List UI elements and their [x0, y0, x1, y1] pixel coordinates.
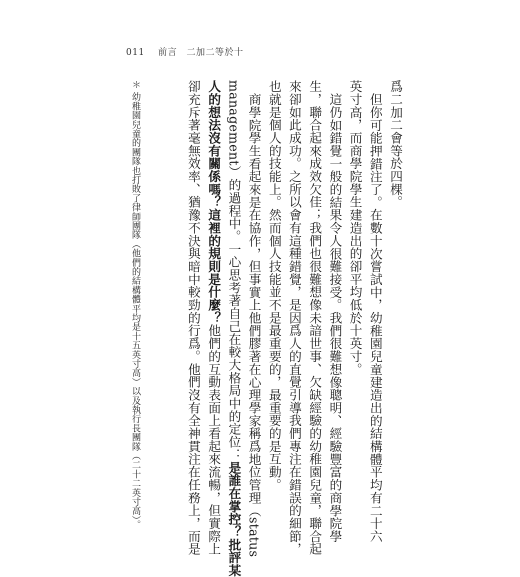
bold-text: 人的想法沒有關係嗎？這裡的規則是什麼？ [206, 80, 222, 325]
text-column: 這仍如錯覺一般的結果令人很難接受。我們很難想像聰明、經驗豐富的商學院學 [327, 92, 343, 543]
text-column: 來卻如此成功。之所以會有這種錯覺，是因爲人的直覺引導我們專注在錯誤的細節， [286, 80, 302, 556]
text-column: 卻充斥著毫無效率、猶豫不決與暗中較勁的行爲。他們沒有全神貫注在任務上，而是 [185, 80, 201, 556]
text-column: 英寸高，而商學院學生建造出的卻平均低於十英寸。 [347, 80, 363, 376]
body-text [180, 80, 405, 577]
bold-text: 是誰在掌控？批評某 [226, 461, 242, 577]
text-column: 也就是個人的技能上。然而個人技能並不是最重要的，最重要的是互動。 [266, 80, 282, 492]
text-column: 人的想法沒有關係嗎？這裡的規則是什麼？他們的互動表面上看起來流暢，但實際上 [206, 80, 222, 556]
text-column: 爲二加二會等於四棵。 [388, 80, 403, 209]
chapter-title: 二加二等於十 [186, 48, 244, 58]
text-column: 但你可能押錯注了。在數十次嘗試中，幼稚園兒童建造出的結構體平均有二十六 [367, 92, 383, 543]
running-header [126, 45, 243, 58]
footnote: ＊ 幼稚園兒童的團隊也打敗了律師團隊（他們的結構體平均是十五英寸高）以及執行長團隊（二十二英寸高）。 [130, 80, 140, 530]
section-label: 前言 [158, 48, 178, 58]
text-column: 生，聯合起來成效欠佳；我們也很難想像未諳世事、欠缺經驗的幼稚園兒童，聯合起 [307, 80, 323, 556]
text-column: 商學院學生看起來是在協作，但事實上他們膠著在心理學家稱爲地位管理（status [246, 92, 262, 557]
page-number: 011 [126, 48, 145, 58]
text-column: management）的過程中。一心思考著自己在較大格局中的定位：是誰在掌控？批評某 [226, 80, 242, 577]
